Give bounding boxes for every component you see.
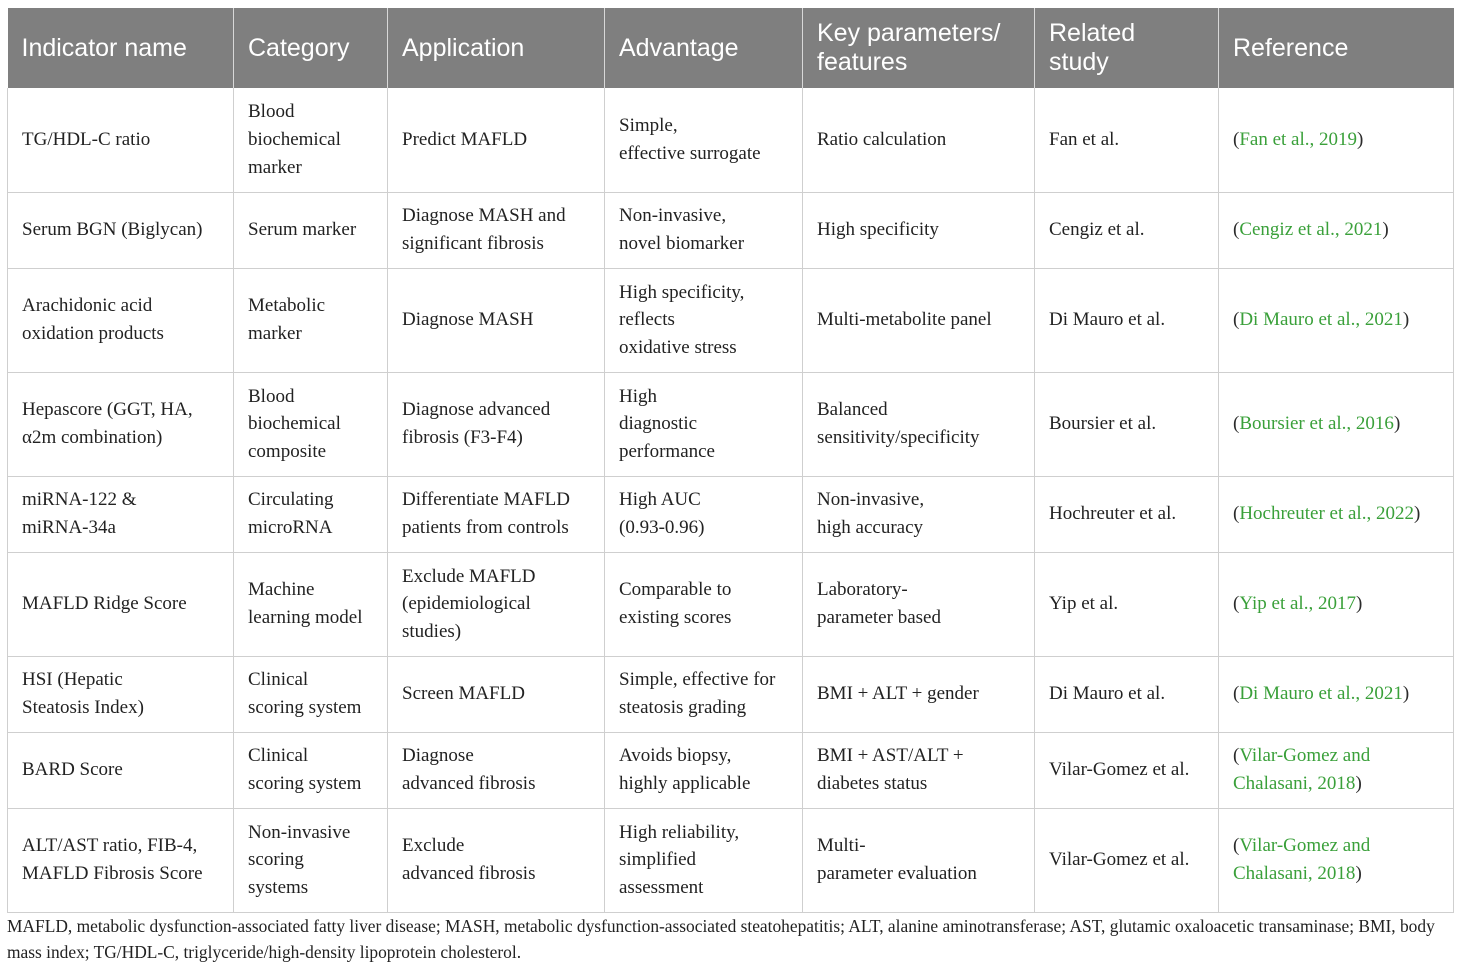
- cell-application: Diagnose advanced fibrosis (F3-F4): [388, 372, 605, 476]
- table-row: [8, 192, 1454, 268]
- reference-link[interactable]: Fan et al., 2019: [1239, 128, 1358, 150]
- cell-category: Clinical scoring system: [234, 656, 388, 732]
- cell-indicator: ALT/AST ratio, FIB-4, MAFLD Fibrosis Score: [8, 808, 234, 912]
- cell-indicator: MAFLD Ridge Score: [8, 552, 234, 656]
- cell-advantage: High specificity, reflects oxidative stress: [605, 268, 803, 372]
- table-footnote: MAFLD, metabolic dysfunction-associated fatty liver disease; MASH, metabolic dysfunction-associated steatohepatitis; ALT, alanine aminotransferase; AST, glutamic oxaloacetic transaminase; BMI, body mass index; TG/HDL-C, triglyceride/high-density lipoprotein cholesterol.: [7, 916, 1435, 962]
- header-application: Application: [388, 8, 605, 88]
- cell-category: Machine learning model: [234, 552, 388, 656]
- header-key-parameters: Key parameters/ features: [803, 8, 1035, 88]
- reference-link[interactable]: Yip et al., 2017: [1239, 593, 1356, 615]
- cell-reference: (Di Mauro et al., 2021): [1219, 268, 1454, 372]
- cell-application: Exclude advanced fibrosis: [388, 808, 605, 912]
- cell-application: Diagnose MASH: [388, 268, 605, 372]
- cell-application: Predict MAFLD: [388, 88, 605, 192]
- table-row: [8, 88, 1454, 192]
- cell-advantage: High reliability, simplified assessment: [605, 808, 803, 912]
- header-indicator-name: Indicator name: [8, 8, 234, 88]
- cell-study: Cengiz et al.: [1035, 192, 1219, 268]
- cell-indicator: miRNA-122 & miRNA-34a: [8, 476, 234, 552]
- cell-category: Serum marker: [234, 192, 388, 268]
- reference-link[interactable]: Cengiz et al., 2021: [1239, 219, 1383, 241]
- cell-advantage: High AUC (0.93-0.96): [605, 476, 803, 552]
- cell-category: Circulating microRNA: [234, 476, 388, 552]
- cell-reference: (Di Mauro et al., 2021): [1219, 656, 1454, 732]
- cell-application: Diagnose MASH and significant fibrosis: [388, 192, 605, 268]
- cell-category: Metabolic marker: [234, 268, 388, 372]
- table-row: [8, 476, 1454, 552]
- cell-reference: (Yip et al., 2017): [1219, 552, 1454, 656]
- cell-application: Differentiate MAFLD patients from controls: [388, 476, 605, 552]
- cell-parameters: Multi- parameter evaluation: [803, 808, 1035, 912]
- cell-indicator: Serum BGN (Biglycan): [8, 192, 234, 268]
- cell-reference: (Hochreuter et al., 2022): [1219, 476, 1454, 552]
- cell-study: Hochreuter et al.: [1035, 476, 1219, 552]
- cell-reference: (Vilar-Gomez and Chalasani, 2018): [1219, 808, 1454, 912]
- table-row: [8, 552, 1454, 656]
- header-advantage: Advantage: [605, 8, 803, 88]
- cell-advantage: Avoids biopsy, highly applicable: [605, 732, 803, 808]
- cell-parameters: Laboratory- parameter based: [803, 552, 1035, 656]
- cell-application: Exclude MAFLD (epidemiological studies): [388, 552, 605, 656]
- cell-reference: (Fan et al., 2019): [1219, 88, 1454, 192]
- cell-study: Vilar-Gomez et al.: [1035, 732, 1219, 808]
- cell-category: Non-invasive scoring systems: [234, 808, 388, 912]
- cell-category: Blood biochemical marker: [234, 88, 388, 192]
- cell-parameters: Non-invasive, high accuracy: [803, 476, 1035, 552]
- table-row: [8, 268, 1454, 372]
- cell-application: Screen MAFLD: [388, 656, 605, 732]
- cell-application: Diagnose advanced fibrosis: [388, 732, 605, 808]
- reference-link[interactable]: Hochreuter et al., 2022: [1239, 503, 1414, 525]
- cell-study: Di Mauro et al.: [1035, 656, 1219, 732]
- cell-parameters: BMI + AST/ALT + diabetes status: [803, 732, 1035, 808]
- cell-advantage: Simple, effective for steatosis grading: [605, 656, 803, 732]
- cell-category: Blood biochemical composite: [234, 372, 388, 476]
- cell-parameters: Multi-metabolite panel: [803, 268, 1035, 372]
- cell-reference: (Vilar-Gomez and Chalasani, 2018): [1219, 732, 1454, 808]
- cell-advantage: Simple, effective surrogate: [605, 88, 803, 192]
- reference-link[interactable]: Boursier et al., 2016: [1239, 413, 1394, 435]
- cell-indicator: BARD Score: [8, 732, 234, 808]
- cell-advantage: Non-invasive, novel biomarker: [605, 192, 803, 268]
- cell-indicator: TG/HDL-C ratio: [8, 88, 234, 192]
- cell-study: Yip et al.: [1035, 552, 1219, 656]
- cell-parameters: High specificity: [803, 192, 1035, 268]
- cell-study: Fan et al.: [1035, 88, 1219, 192]
- cell-advantage: Comparable to existing scores: [605, 552, 803, 656]
- table-row: [8, 808, 1454, 912]
- table-row: [8, 732, 1454, 808]
- cell-study: Vilar-Gomez et al.: [1035, 808, 1219, 912]
- cell-parameters: BMI + ALT + gender: [803, 656, 1035, 732]
- cell-category: Clinical scoring system: [234, 732, 388, 808]
- cell-indicator: HSI (Hepatic Steatosis Index): [8, 656, 234, 732]
- header-reference: Reference: [1219, 8, 1454, 88]
- table-container: [7, 8, 1453, 913]
- cell-reference: (Cengiz et al., 2021): [1219, 192, 1454, 268]
- cell-parameters: Ratio calculation: [803, 88, 1035, 192]
- cell-study: Di Mauro et al.: [1035, 268, 1219, 372]
- cell-reference: (Boursier et al., 2016): [1219, 372, 1454, 476]
- reference-link[interactable]: Di Mauro et al., 2021: [1239, 309, 1403, 331]
- indicator-table: [7, 8, 1454, 913]
- table-row: [8, 372, 1454, 476]
- header-related-study: Related study: [1035, 8, 1219, 88]
- cell-indicator: Arachidonic acid oxidation products: [8, 268, 234, 372]
- reference-link[interactable]: Vilar-Gomez and Chalasani, 2018: [1233, 835, 1371, 884]
- header-category: Category: [234, 8, 388, 88]
- cell-study: Boursier et al.: [1035, 372, 1219, 476]
- cell-indicator: Hepascore (GGT, HA, α2m combination): [8, 372, 234, 476]
- table-row: [8, 656, 1454, 732]
- cell-advantage: High diagnostic performance: [605, 372, 803, 476]
- cell-parameters: Balanced sensitivity/specificity: [803, 372, 1035, 476]
- reference-link[interactable]: Di Mauro et al., 2021: [1239, 683, 1403, 705]
- reference-link[interactable]: Vilar-Gomez and Chalasani, 2018: [1233, 745, 1371, 794]
- header-row: [8, 8, 1454, 88]
